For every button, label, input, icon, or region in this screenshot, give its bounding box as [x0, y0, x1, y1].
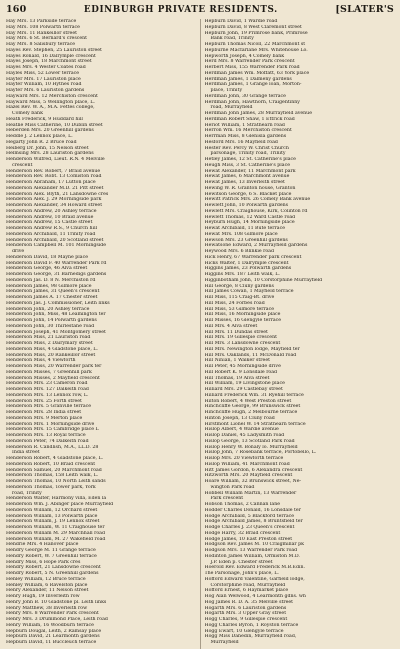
directory-entry: Hepburn David, 8 West Claremont street — [204, 24, 302, 30]
directory-entry: Comely bank — [12, 111, 43, 116]
directory-entry: Henderson Rev. Robt. 13 Comiston road — [6, 174, 102, 180]
directory-entry: Hilliard Mrs. 29 Castlebay street — [204, 387, 283, 392]
directory-entry: Henderson John, 20 Ashley terrace — [6, 306, 90, 312]
directory-entry: Herd Mrs. 8 Warrender Park crescent — [204, 59, 295, 65]
directory-entry: Henry Matthew, 38 Inverleith row — [6, 605, 88, 611]
directory-entry: India street — [12, 450, 40, 456]
directory-entry: Henderson Alex. J. 29 Morningside park — [6, 197, 102, 203]
directory-entry: Herron Wm. 16 Merchiston crescent — [204, 128, 292, 134]
directory-entry: road, Trinity — [12, 490, 42, 496]
directory-entry: Hislop Mrs. 20 Viewforth terrace — [204, 456, 284, 461]
directory-entry: Hepworth Joseph, 4 Comely bank — [204, 53, 285, 59]
directory-entry: Henry Mrs. 8 Warrender Park crescent — [6, 611, 99, 617]
directory-entry: Henley William, 12 Bruce terrace — [6, 576, 86, 582]
directory-entry: Hewat James, 6 Marchmont avenue — [204, 174, 290, 180]
directory-entry: Heddle J. 2 Lennox place, L. — [6, 134, 73, 139]
directory-entry: Hill Miss, 24 Forbes road — [204, 300, 265, 306]
directory-entry: Henderson Robert, 10 Braid crescent — [6, 461, 96, 467]
directory-entry: Hodge Harry, 32 Braid crescent — [204, 530, 281, 536]
directory-entry: Hill George, 8 Cluny gardens — [204, 283, 274, 289]
directory-entry: Hog Alan Welwood, 4 Learmonth gdns. wh — [204, 594, 306, 599]
directory-entry: drive — [12, 249, 25, 254]
directory-entry: Herdman John, Hawthorn, Craigentinny — [204, 99, 300, 105]
directory-entry: Hogg Charles Byron, 1 Royston terrace — [204, 622, 299, 628]
directory-entry: Hodinton James William, Ormiston M.D. — [204, 553, 300, 559]
directory-entry: Hesford Mrs. 16 Mayfield road — [204, 139, 278, 145]
directory-entry: Henderson James A. 17 Chester street — [6, 295, 98, 300]
page-header — [6, 4, 394, 16]
directory-entry: Bank road, Trinity — [210, 36, 254, 42]
directory-entry: Henderson Thomas, Tower park, York — [6, 484, 96, 490]
directory-entry: Herdman James, 1 Grange loan, Morton- — [204, 82, 302, 88]
directory-entry: Henderson Miss, 4 Viewforth — [6, 358, 76, 364]
directory-entry: Henderson Andrew, 20 Ashley terrace — [6, 208, 97, 214]
directory-entry: Hinchcliffe George, 99 Brunswick street — [204, 404, 301, 410]
directory-entry: Hill Mrs. Newington lodge, Mayfield ter — [204, 346, 300, 352]
directory-entry: Hayward Mrs. 12 Merchiston crescent — [6, 93, 98, 99]
directory-entry: Hewat Archibald, 11 Bute terrace — [204, 226, 285, 231]
directory-entry: Hogarth Mrs. 6 Lauriston gardens — [204, 605, 287, 611]
directory-entry: Hewat James, 13 Inverleith street — [204, 180, 285, 185]
directory-entry: Hewlett John, 10 Polwarth gardens — [204, 203, 289, 208]
directory-entry: Henderson William, M. 27 Wakefield road — [6, 536, 106, 542]
directory-entry: Henderson Andrew, 10 Braid avenue — [6, 214, 94, 220]
directory-entry: Hill Mrs. 19 Gillespie crescent — [204, 335, 277, 341]
directory-entry: Hewlett Thomas, 12 Ward Castle road — [204, 214, 296, 220]
directory-entry: Hodge Charles J. 23 Queen's crescent — [204, 525, 295, 530]
directory-entry: The Parsonage, John's place, L. — [204, 571, 279, 576]
directory-entry: Hofford Ernest, 6 Haymarket place — [204, 588, 289, 594]
directory-entry: Hicks Walter, 1 Dalrymple crescent — [204, 260, 289, 266]
directory-entry: Hill Ninian, 1 Walker street — [204, 358, 270, 364]
directory-entry: Henderson Abraham, 17 Lutton place — [6, 180, 96, 185]
directory-entry: Hislop John, 7 Rosebank terrace, Portobello, L. — [204, 450, 317, 456]
directory-entry: Henderson Archibald, 11 Trinity road — [6, 231, 96, 237]
directory-entry: Henderson Thomas, 10 North Leith sands — [6, 479, 106, 484]
directory-entry: Heiberg Dr. John, 15 Nelson street — [6, 145, 89, 151]
directory-entry: Hewson Mrs. 23 Greenhill gardens — [204, 237, 288, 243]
directory-entry: Hayes Mrs. 4 Wester Coates road — [6, 65, 86, 70]
directory-entry: Henderson Jas. D. 8 N. Merchiston rd — [6, 277, 96, 283]
directory-entry: Hill James Cowan, 1 Mayfield terrace — [204, 289, 294, 295]
directory-entry: Higgins Mrs. 187 Leith walk, L. — [204, 272, 280, 277]
directory-entry: Heyburn Hugh, 14 Morningside place — [204, 220, 295, 226]
directory-entry: Henderson James, 98 Gilmore place — [6, 283, 92, 289]
directory-entry: Hester Rev. Percy W. Christ Church — [204, 145, 289, 151]
directory-entry: Hill Misses, 16 Glengyle terrace — [204, 318, 282, 323]
directory-entry: Henderson William, J. 19 Lennox street — [6, 519, 100, 525]
directory-entry: Henry William, 16 Woodburn terrace — [6, 622, 94, 628]
right-column — [201, 19, 395, 649]
directory-entry: Hayes Rev. Stephen, 25 Lauriston street — [6, 47, 102, 53]
directory-entry: J.P. Eden p. Chester street — [210, 559, 273, 565]
directory-entry: Hewat Mrs. 108 Gilmore place — [204, 231, 278, 237]
directory-entry: Henderson David, 18 Mayne place — [6, 254, 88, 260]
directory-entry: Henderson John, Miss, 48 Leamington ter — [6, 312, 106, 318]
directory-entry: Hirstmont Lionel W. 14 Strathearn terrace — [204, 421, 306, 427]
directory-entry: Hog James R. D. A. 35 Melville street — [204, 599, 294, 605]
directory-entry: Henderson Mrs. 13 Lennox row, L. — [6, 392, 89, 398]
directory-entry: Hill Miss, 53 Gilmore terrace — [204, 306, 274, 312]
directory-entry: Hill Mrs. 3 Lansdowne crescent — [204, 341, 281, 346]
directory-entry: Helmsing Mrs. 28 Lauriston gardens — [6, 151, 94, 157]
directory-entry: Henderson Mrs. 127 Dalkeith road — [6, 387, 89, 392]
directory-entry: Henderson John, 30 Thirlestane road — [6, 323, 95, 329]
directory-entry: Henderson John, 14 Polwarth gardens — [6, 318, 97, 323]
directory-entry: Henderson Mrs. 1 Morningside drive — [6, 421, 95, 427]
directory-entry: Hendry Robert, 5 N. Greenhill gardens — [6, 571, 99, 576]
directory-entry: Henderson Alex. Blyth, 21 Lansdowne cres — [6, 191, 109, 197]
directory-entry: Hill Miss, 115 Craig-Bt. drive — [204, 295, 275, 300]
directory-entry: Herdman James Wm. Moffatt, 63 York place — [204, 70, 310, 76]
directory-entry: Henderson R. Candlish, M.A., LL.D. 28 — [6, 444, 99, 450]
directory-entry: Hewatsone Edward, 2 Murrayfield gardens — [204, 243, 308, 249]
directory-entry: Hislop George, 13 Scotland Park road — [204, 438, 295, 444]
directory-entry: Henry Mrs. 3 Drummond Place, Leith road — [6, 617, 108, 622]
directory-entry: Hay Mrs. 11 Rankeillor street — [6, 30, 77, 36]
directory-entry: Hogg Ewart, 10 Glengyle terrace — [204, 628, 284, 634]
directory-entry: Hay Mrs. 108 Polwarth terrace — [6, 24, 80, 30]
directory-entry: Hogg Miss Danedin, Murrayfield road, — [204, 634, 297, 640]
directory-entry: Hodge James, 10 East Preston street — [204, 536, 293, 542]
directory-entry: Henderson Miss, 20 Warrender park ter — [6, 364, 102, 369]
directory-entry: Henderson Mrs. 9 Merton place — [6, 415, 83, 421]
directory-entry: Hill Peter, 45 Morningside drive — [204, 364, 281, 369]
directory-entry: Henderson Alexander, 34 Howard street — [6, 203, 103, 208]
directory-entry: Hayward Miss, 5 Wellington place, L. — [6, 99, 95, 105]
directory-entry: Henderson Robert, 4 Gladstone place, L. — [6, 456, 104, 461]
directory-entry: Henderson Mrs. 13 Royal terrace — [6, 433, 86, 438]
directory-entry: Hodgson Rev. James M. 10 Craigmillar pk — [204, 542, 304, 548]
directory-entry: Heriot William, 1 Strathearn road — [204, 122, 285, 128]
directory-entry: Henderson George, 46 Alva street — [6, 266, 88, 272]
directory-entry: Hodder Charles Donald, 16 Lonsdale ter — [204, 507, 301, 513]
directory-entry: Heugh Miss, 3 St. Catherine's place — [204, 162, 290, 168]
directory-entry: Hepburn Dougal, Leith, 2 Ramsay place — [6, 628, 102, 634]
directory-entry: Henderson Walter, Harmony villa, Eden la — [6, 496, 107, 502]
directory-entry: Hepburn David, 21 Learmonth gardens — [6, 634, 100, 640]
directory-entry: Henderson Misses, 7 Greenhill park — [6, 369, 92, 375]
directory-entry: Corstorphine road, Murrayfield — [210, 582, 286, 588]
directory-entry: parsonage, Trinity road, Trinity — [210, 151, 286, 157]
directory-entry: Henderson Misses, 2 Mayfield crescent — [6, 375, 100, 381]
directory-entry: Hinchcliffe Hugh, 2 Melbourne terrace — [204, 410, 298, 415]
directory-entry: Hodge Archibald, 5 Blackford terrace — [204, 513, 295, 519]
directory-entry: Hepburn David, 1 Wardie road — [204, 19, 278, 24]
column-divider — [200, 19, 201, 649]
directory-entry: Heath Frederick, 9 Huddard hill — [6, 116, 83, 122]
directory-entry: Hepburn Thomas Nicoll, 22 Marchmont st — [204, 42, 306, 47]
directory-entry: Hill Thomas, 19 Alva street — [204, 375, 270, 381]
directory-entry: Henderson Mrs. 5 Granville terrace — [6, 404, 92, 410]
directory-entry: wington Park road — [210, 484, 255, 490]
directory-entry: Hofford Edward Valentine, Garfield lodge, — [204, 576, 305, 582]
directory-entry: Henderson Campbell M. 101 Morningside — [6, 243, 107, 249]
directory-entry: Hewitson George, 6 S. Blacket place — [204, 191, 292, 197]
directory-entry: Hewlett Mrs. Craighouse, Kirk, Colinton rd — [204, 208, 308, 214]
directory-entry: Henderson Miss, 20 Rankeillor street — [6, 352, 96, 358]
directory-entry: Hobson Thomas, 2 Cannan lane — [204, 502, 281, 507]
directory-entry: Henderson Peter, 74 Dalkeith road — [6, 438, 89, 444]
running-title: EDINBURGH PRIVATE RESIDENTS. — [83, 5, 278, 15]
directory-entry: Murrayfield — [210, 640, 239, 645]
directory-entry: Hayes Ronald, 16 Dalrymple crescent — [6, 53, 96, 59]
directory-entry: Henderson Mrs. 23 Cameron road — [6, 381, 88, 387]
directory-entry: Hendrie Mrs. 4 Hanover place — [6, 542, 79, 548]
directory-entry: Higgins James, 23 Polwarth gardens — [204, 266, 292, 272]
directory-entry: Henderson James, 31 Queen's crescent — [6, 289, 100, 295]
directory-entry: road, Murrayfield — [210, 105, 253, 111]
directory-entry: Hislop Henry W. Bonaly lo. Murrayfield — [204, 444, 298, 450]
directory-entry: Hayter Mrs. 17 Lauriston place — [6, 76, 81, 82]
directory-entry: crescent — [12, 162, 33, 168]
directory-entry: place, Trinity — [210, 88, 243, 93]
directory-entry: Hill Mrs. 11 Dundas street — [204, 329, 268, 335]
directory-entry: Hepburne Macfarlane Mrs. Whitehouse Lo. — [204, 47, 308, 53]
directory-entry: Herdman John, 30 Grange terrace — [204, 93, 286, 99]
directory-entry: Hegarty John R. 2 Bruce road — [6, 139, 77, 145]
directory-entry: Heywood Mrs. 6 Blinkie road — [204, 249, 274, 254]
directory-entry: Herbert Miss, 155 Warrender Park road — [204, 65, 300, 70]
directory-entry: Henley William, 6 Ravelston place — [6, 582, 88, 588]
directory-entry: Hay Mrs. 6 St. Bernard's crescent — [6, 36, 88, 42]
directory-entry: Hayter Mrs. 6 Lauriston gardens — [6, 88, 85, 93]
directory-entry: Hepburn John, 19 Primrose bank, Primrose — [204, 30, 308, 36]
left-column — [6, 19, 200, 649]
directory-entry: Hendry Miss, 6 Hope Park cres — [6, 559, 81, 565]
directory-entry: Hodgson Mrs. 13 Warrender Park road — [204, 548, 298, 553]
directory-entry: Hoerold Rev. Edward Frederick M.B.Edin. — [204, 565, 305, 571]
directory-columns — [6, 19, 394, 649]
directory-entry: Hay Mrs. 8 Salisbury terrace — [6, 42, 76, 47]
directory-entry: Henderson Andrew, 15 Castle street — [6, 220, 93, 226]
directory-entry: Hitt James Gordon, 6 Alexandra crescent — [204, 467, 303, 473]
directory-entry: Henderson Jas. J. Commissioner, Leith links — [6, 300, 110, 306]
page-number: 160 — [6, 4, 27, 15]
directory-entry: Hogarth Mrs. 3 Upper Gray street — [204, 611, 287, 617]
directory-entry: Hetley James, 12 St. Catherine's place — [204, 157, 296, 162]
directory-entry: Hinton Joseph, 13 Cluny road — [204, 415, 275, 421]
directory-entry: Higginbotham John, 10 Corstorphine Murrayfield — [204, 277, 323, 283]
directory-entry: Hick Henry, 67 Warrender park crescent — [204, 254, 302, 260]
directory-entry: Henderson Joseph, 41 Montgomery street — [6, 329, 106, 335]
directory-entry: Hill Mrs. 4 Alva street — [204, 323, 258, 329]
directory-entry: Hodge Archibald James, 8 Bruntsfield ter — [204, 519, 303, 525]
directory-entry: Henderson Wm. J. Abinger place Murrayfield — [6, 502, 114, 507]
directory-entry: Henderson Rev. Robert, 7 Braid avenue — [6, 168, 101, 174]
directory-entry: Herdman John James, 28 Murrayfield avenue — [204, 111, 312, 116]
directory-entry: Hewitt Patrick Mrs. 26 Comely Bank avenue — [204, 197, 311, 203]
directory-entry: Henderson Thomas, 158 Leith walk, L. — [6, 473, 99, 479]
directory-entry: Hoare William, 32 Brunswick street, Ne- — [204, 479, 302, 484]
directory-entry: Henderson Miss, 2 Dairymary street — [6, 341, 93, 346]
directory-entry: Henderson William, W. 11 Craighouse ter — [6, 525, 105, 530]
directory-entry: Henderson David F. 40 Warrender Park rd — [6, 260, 107, 266]
directory-entry: Henderson William M. 29 Marchhall road — [6, 530, 105, 536]
directory-entry: Henderson Samuel, 20 Marchmont road — [6, 467, 102, 473]
directory-entry: Hendry George M. 11 Grange terrace — [6, 548, 96, 553]
directory-entry: Hewat Alexander, 11 Marchmont park — [204, 168, 296, 174]
directory-entry: Park crescent — [210, 496, 244, 502]
directory-entry: Herdman Robert Shaw, 1 Ettrick road — [204, 116, 295, 122]
directory-entry: Hendry Robert, W. 7 Greenhill terrace — [6, 553, 97, 559]
directory-entry: Hay Mrs. 13 Parkside terrace — [6, 19, 77, 24]
directory-entry: Henderson Archibald, 20 Scotland street — [6, 237, 104, 243]
directory-entry: Herdman James, 1 Dalmeny gardens — [204, 76, 292, 82]
directory-entry: Henderson Andrew R.S., 9 Church hill — [6, 226, 98, 231]
directory-entry: Hewing W. R. Granton house, Granton — [204, 185, 296, 191]
directory-entry: Hayter William, 10 Hythes road — [6, 82, 82, 88]
directory-entry: Hitzworth Mrs. 20 Mayfield crescent — [204, 473, 293, 479]
directory-entry: Hepburn David, 11 Buccleuch terrace — [6, 640, 97, 645]
directory-entry: Henderson Mrs. 28 India street — [6, 410, 82, 415]
directory-entry: Henderson Mrs. 15 Cambridge place L — [6, 427, 99, 433]
directory-entry: Hill Miss, 16 Morningside place — [204, 312, 281, 318]
directory-entry: Henderson Wilfred, Lieut. R.N. 4 Melville — [6, 157, 105, 162]
directory-entry: Hendry Robert, 21 Lansdowne crescent — [6, 565, 101, 571]
directory-entry: Hazel Rev. W. A., M.A. Fettes college, — [6, 105, 95, 111]
directory-entry: Henderson Miss, 21 Lauriston road — [6, 335, 91, 341]
directory-entry: Hilton Robert, 4 West Preston street — [204, 398, 292, 404]
directory-entry: Hill Mrs. Oaklands, 11 McDonald road — [204, 352, 297, 358]
directory-entry: Hayles Miss, 52 Lower terrace — [6, 70, 80, 76]
directory-entry: Henderson William, 12 Orchard street — [6, 507, 98, 513]
directory-entry: Hobbell William Martin, 13 Warrender — [204, 490, 297, 496]
directory-entry: Hayes Joseph, 18 Marchmont street — [6, 59, 92, 65]
directory-entry: Henderson Alexander M.D. 21 Pitt street — [6, 185, 104, 191]
directory-entry: Henderson George, 31 Barnedigs gardens — [6, 272, 107, 277]
directory-entry: Hill William, 19 Livingstone place — [204, 381, 285, 387]
directory-entry: Hilliard Frederick Wm. 31 Ryehill terrace — [204, 392, 304, 398]
directory-entry: Henderson Mrs. 25 Forth street — [6, 398, 82, 404]
directory-entry: Henry John B. 10 Gladstone pl. Leith links — [6, 599, 107, 605]
directory-entry: Herrman Miss, 8 Glenisla gardens — [204, 134, 287, 139]
directory-entry: Hogg Charles, 9 Gillespie crescent — [204, 617, 288, 622]
directory-entry: Heberden Mrs. 20 Greenhill gardens — [6, 128, 94, 134]
directory-entry: Henderson William, 13 Polwarth place — [6, 513, 98, 519]
directory-entry: Henry Alexander, 11 Nelson street — [6, 588, 89, 594]
directory-entry: Henderson Miss, 4 Gladstone place, L. — [6, 346, 98, 352]
directory-entry: Heatlie Miss Catherine, 10 Dublin street — [6, 122, 103, 128]
directory-entry: Hislop William, 41 Marchmont road — [204, 461, 290, 467]
directory-entry: Henry Hugh, 19 Inverleith row — [6, 594, 80, 599]
section-mark: [SLATER'S — [335, 4, 394, 15]
directory-entry: Hill Robert K. 9 Lonsdale road — [204, 369, 278, 375]
directory-entry: Hislop Albert, 4 Wardie avenue — [204, 427, 279, 433]
directory-entry: Hislop Daniel, 45 Ladysmith road — [204, 433, 285, 438]
